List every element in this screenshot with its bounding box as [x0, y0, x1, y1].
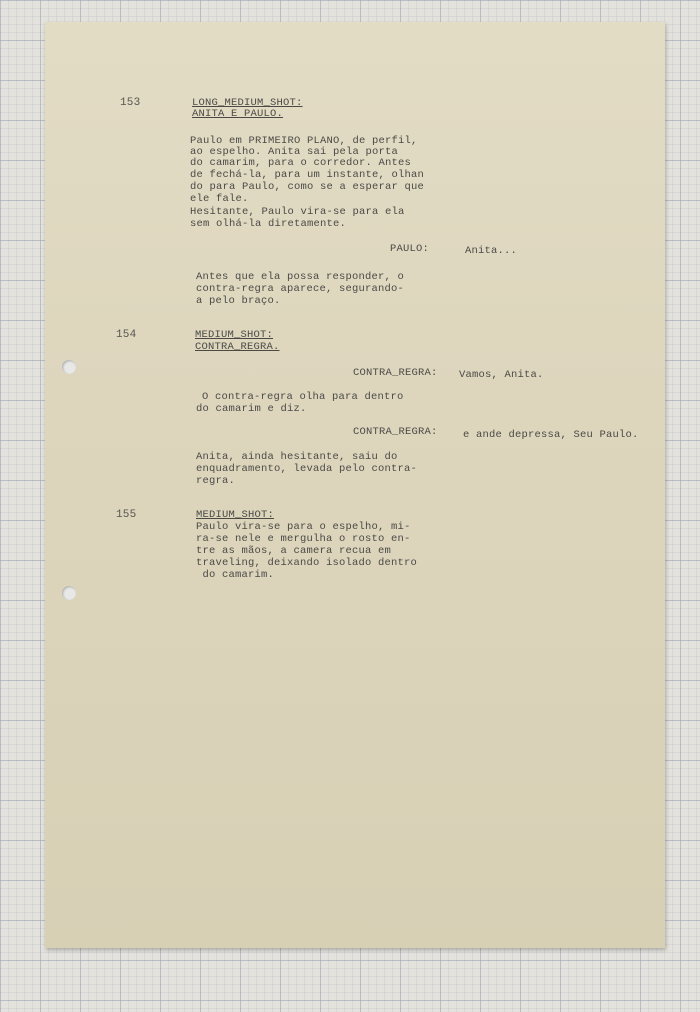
dialogue-line: Anita... — [465, 245, 518, 257]
action-line: Antes que ela possa responder, o — [196, 271, 405, 283]
dialogue-speaker: CONTRA_REGRA: — [353, 426, 438, 438]
action-line: enquadramento, levada pelo contra- — [196, 463, 418, 475]
scene-heading: ANITA E PAULO. — [192, 108, 284, 120]
action-line: Paulo em PRIMEIRO PLANO, de perfil, — [190, 135, 418, 147]
action-line: regra. — [196, 475, 236, 487]
dialogue-line: Vamos, Anita. — [459, 369, 544, 381]
punch-hole — [62, 360, 76, 374]
scene-heading: CONTRA_REGRA. — [195, 341, 280, 353]
action-line: a pelo braço. — [196, 295, 281, 307]
action-line: do camarim. — [196, 569, 275, 581]
action-line: contra-regra aparece, segurando- — [196, 283, 405, 295]
action-line: traveling, deixando isolado dentro — [196, 557, 418, 569]
scene-heading: MEDIUM_SHOT: — [196, 509, 275, 521]
typewritten-page — [45, 22, 665, 948]
scene-number: 153 — [120, 97, 141, 109]
action-line: de fechá-la, para um instante, olhan — [190, 169, 425, 181]
action-line: do camarim, para o corredor. Antes — [190, 157, 412, 169]
dialogue-speaker: CONTRA_REGRA: — [353, 367, 438, 379]
dialogue-line: e ande depressa, Seu Paulo. — [463, 429, 639, 441]
action-line: tre as mãos, a camera recua em — [196, 545, 392, 557]
scene-number: 154 — [116, 329, 137, 341]
action-line: O contra-regra olha para dentro — [202, 391, 404, 403]
dialogue-speaker: PAULO: — [390, 243, 430, 255]
action-line: ele fale. — [190, 193, 249, 205]
action-line: sem olhá-la diretamente. — [190, 218, 347, 230]
action-line: do camarim e diz. — [196, 403, 307, 415]
action-line: Hesitante, Paulo vira-se para ela — [190, 206, 405, 218]
action-line: ra-se nele e mergulha o rosto en- — [196, 533, 411, 545]
action-line: Anita, ainda hesitante, saiu do — [196, 451, 398, 463]
scene-heading: LONG_MEDIUM_SHOT: — [192, 97, 303, 109]
punch-hole — [62, 586, 76, 600]
action-line: ao espelho. Anita sai pela porta — [190, 146, 399, 158]
scene-heading: MEDIUM_SHOT: — [195, 329, 274, 341]
scene-number: 155 — [116, 509, 137, 521]
action-line: Paulo vira-se para o espelho, mi- — [196, 521, 411, 533]
action-line: do para Paulo, como se a esperar que — [190, 181, 425, 193]
